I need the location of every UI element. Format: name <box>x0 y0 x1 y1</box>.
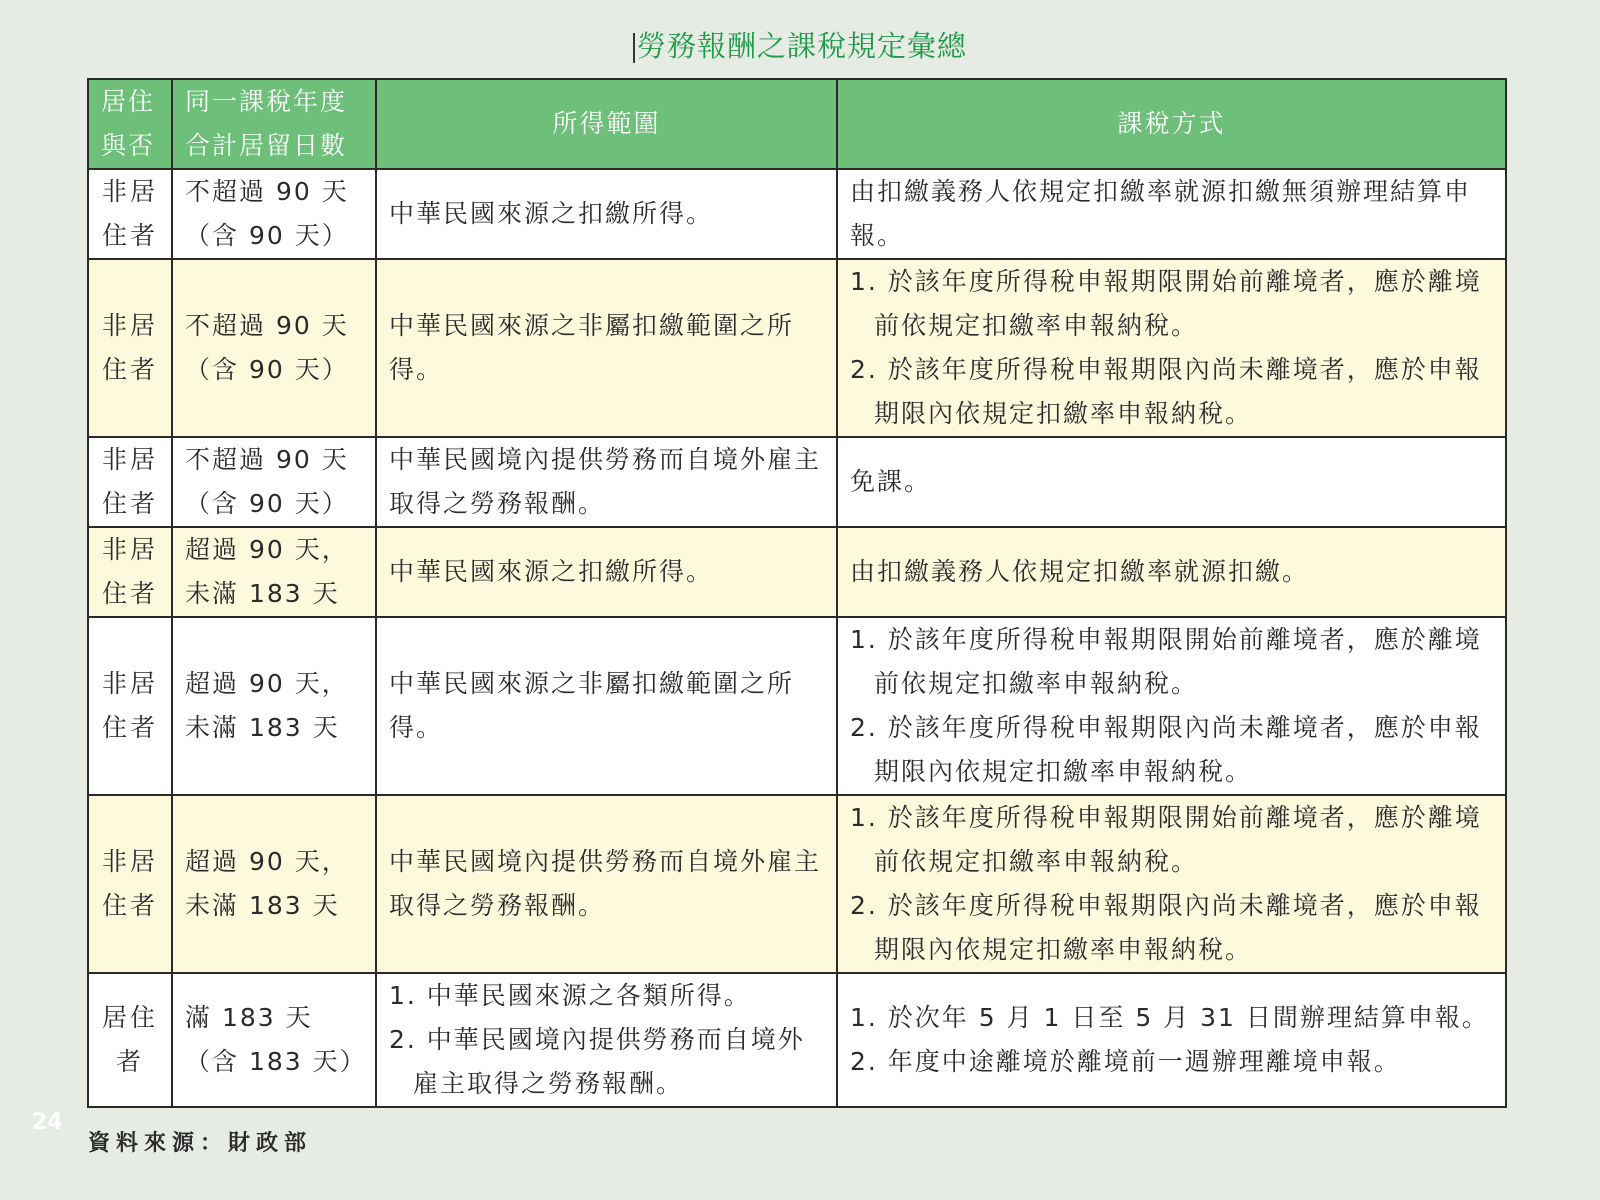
header-tax-method: 課稅方式 <box>837 79 1506 169</box>
days-text: （含 90 天） <box>185 355 349 384</box>
residency-cell <box>88 795 172 973</box>
header-days <box>172 79 376 169</box>
title-text: 勞務報酬之課稅規定彙總 <box>636 29 967 63</box>
days-cell <box>172 527 376 617</box>
residency-cell <box>88 259 172 437</box>
tax-method-cell <box>837 973 1506 1107</box>
days-text: 未滿 183 天 <box>185 891 340 920</box>
days-text: 未滿 183 天 <box>185 713 340 742</box>
residency-text: 住者 <box>101 355 158 384</box>
residency-text: 非居 <box>101 445 158 474</box>
text-cursor <box>633 33 635 63</box>
list-item: 中華民國來源之扣繳所得。 <box>389 557 714 586</box>
tax-method-cell-list <box>850 796 1493 972</box>
income-scope-cell-list <box>389 192 824 236</box>
table-row <box>88 973 1506 1107</box>
page-number: 24 <box>32 1110 63 1135</box>
header-days-line1: 同一課稅年度 <box>185 87 348 116</box>
days-text: （含 90 天） <box>185 221 349 250</box>
table-row <box>88 617 1506 795</box>
list-item: 由扣繳義務人依規定扣繳率就源扣繳無須辦理結算申報。 <box>850 177 1472 250</box>
residency-text: 非居 <box>101 669 158 698</box>
residency-cell <box>88 973 172 1107</box>
table-row <box>88 437 1506 527</box>
income-scope-cell <box>376 169 837 259</box>
list-item: 2. 於該年度所得稅申報期限內尚未離境者，應於申報期限內依規定扣繳率申報納稅。 <box>850 891 1482 964</box>
residency-text: 者 <box>115 1047 144 1076</box>
income-scope-cell-list <box>389 974 824 1106</box>
residency-text: 住者 <box>101 713 158 742</box>
income-scope-cell <box>376 527 837 617</box>
list-item: 中華民國來源之非屬扣繳範圍之所得。 <box>389 311 795 384</box>
list-item: 2. 年度中途離境於離境前一週辦理離境申報。 <box>850 1047 1401 1076</box>
income-scope-cell-list <box>389 662 824 750</box>
list-item: 免課。 <box>850 467 932 496</box>
tax-method-cell-list <box>850 170 1493 258</box>
page-title <box>0 24 1600 65</box>
days-text: 超過 90 天， <box>185 535 349 564</box>
days-text: 超過 90 天， <box>185 669 349 698</box>
table-header-row <box>88 79 1506 169</box>
tax-method-cell <box>837 617 1506 795</box>
days-text: 不超過 90 天 <box>185 311 349 340</box>
residency-cell <box>88 527 172 617</box>
days-text: 超過 90 天， <box>185 847 349 876</box>
list-item: 1. 於該年度所得稅申報期限開始前離境者，應於離境前依規定扣繳率申報納稅。 <box>850 267 1482 340</box>
tax-method-cell-list <box>850 618 1493 794</box>
tax-method-cell <box>837 437 1506 527</box>
header-income-scope: 所得範圍 <box>376 79 837 169</box>
residency-cell <box>88 437 172 527</box>
days-cell <box>172 437 376 527</box>
list-item: 2. 於該年度所得稅申報期限內尚未離境者，應於申報期限內依規定扣繳率申報納稅。 <box>850 355 1482 428</box>
income-scope-cell <box>376 795 837 973</box>
days-text: （含 90 天） <box>185 489 349 518</box>
table-row <box>88 527 1506 617</box>
income-scope-cell <box>376 259 837 437</box>
tax-method-cell-list <box>850 260 1493 436</box>
residency-text: 住者 <box>101 891 158 920</box>
tax-method-cell <box>837 259 1506 437</box>
days-text: 未滿 183 天 <box>185 579 340 608</box>
list-item: 中華民國來源之扣繳所得。 <box>389 199 714 228</box>
residency-cell <box>88 169 172 259</box>
source-note: 資料來源：財政部 <box>88 1131 313 1156</box>
income-scope-cell-list <box>389 438 824 526</box>
tax-method-cell-list <box>850 550 1493 594</box>
days-text: （含 183 天） <box>185 1047 367 1076</box>
residency-text: 非居 <box>101 177 158 206</box>
residency-text: 住者 <box>101 579 158 608</box>
days-text: 不超過 90 天 <box>185 445 349 474</box>
income-scope-cell <box>376 973 837 1107</box>
table-row <box>88 169 1506 259</box>
tax-method-cell-list <box>850 996 1493 1084</box>
income-scope-cell-list <box>389 550 824 594</box>
list-item: 中華民國來源之非屬扣繳範圍之所得。 <box>389 669 795 742</box>
tax-rules-table <box>87 78 1507 1108</box>
tax-method-cell <box>837 527 1506 617</box>
residency-cell <box>88 617 172 795</box>
residency-text: 住者 <box>101 489 158 518</box>
tax-method-cell <box>837 169 1506 259</box>
days-cell <box>172 259 376 437</box>
tax-method-cell <box>837 795 1506 973</box>
list-item: 1. 於該年度所得稅申報期限開始前離境者，應於離境前依規定扣繳率申報納稅。 <box>850 803 1482 876</box>
list-item: 1. 於該年度所得稅申報期限開始前離境者，應於離境前依規定扣繳率申報納稅。 <box>850 625 1482 698</box>
residency-text: 住者 <box>101 221 158 250</box>
days-cell <box>172 617 376 795</box>
list-item: 由扣繳義務人依規定扣繳率就源扣繳。 <box>850 557 1310 586</box>
residency-text: 非居 <box>101 311 158 340</box>
list-item: 1. 於次年 5 月 1 日至 5 月 31 日間辦理結算申報。 <box>850 1003 1489 1032</box>
days-cell <box>172 795 376 973</box>
residency-text: 非居 <box>101 847 158 876</box>
income-scope-cell <box>376 617 837 795</box>
days-cell <box>172 973 376 1107</box>
residency-text: 居住 <box>101 1003 158 1032</box>
list-item: 2. 中華民國境內提供勞務而自境外雇主取得之勞務報酬。 <box>389 1025 805 1098</box>
income-scope-cell-list <box>389 304 824 392</box>
header-residency-line2: 與否 <box>101 131 156 160</box>
tax-method-cell-list <box>850 460 1493 504</box>
list-item: 1. 中華民國來源之各類所得。 <box>389 981 751 1010</box>
table-row <box>88 795 1506 973</box>
income-scope-cell <box>376 437 837 527</box>
income-scope-cell-list <box>389 840 824 928</box>
list-item: 中華民國境內提供勞務而自境外雇主取得之勞務報酬。 <box>389 847 822 920</box>
days-text: 滿 183 天 <box>185 1003 313 1032</box>
residency-text: 非居 <box>101 535 158 564</box>
header-days-line2: 合計居留日數 <box>185 131 348 160</box>
header-residency-line1: 居住 <box>101 87 156 116</box>
table-row <box>88 259 1506 437</box>
days-cell <box>172 169 376 259</box>
list-item: 2. 於該年度所得稅申報期限內尚未離境者，應於申報期限內依規定扣繳率申報納稅。 <box>850 713 1482 786</box>
days-text: 不超過 90 天 <box>185 177 349 206</box>
list-item: 中華民國境內提供勞務而自境外雇主取得之勞務報酬。 <box>389 445 822 518</box>
header-residency <box>88 79 172 169</box>
